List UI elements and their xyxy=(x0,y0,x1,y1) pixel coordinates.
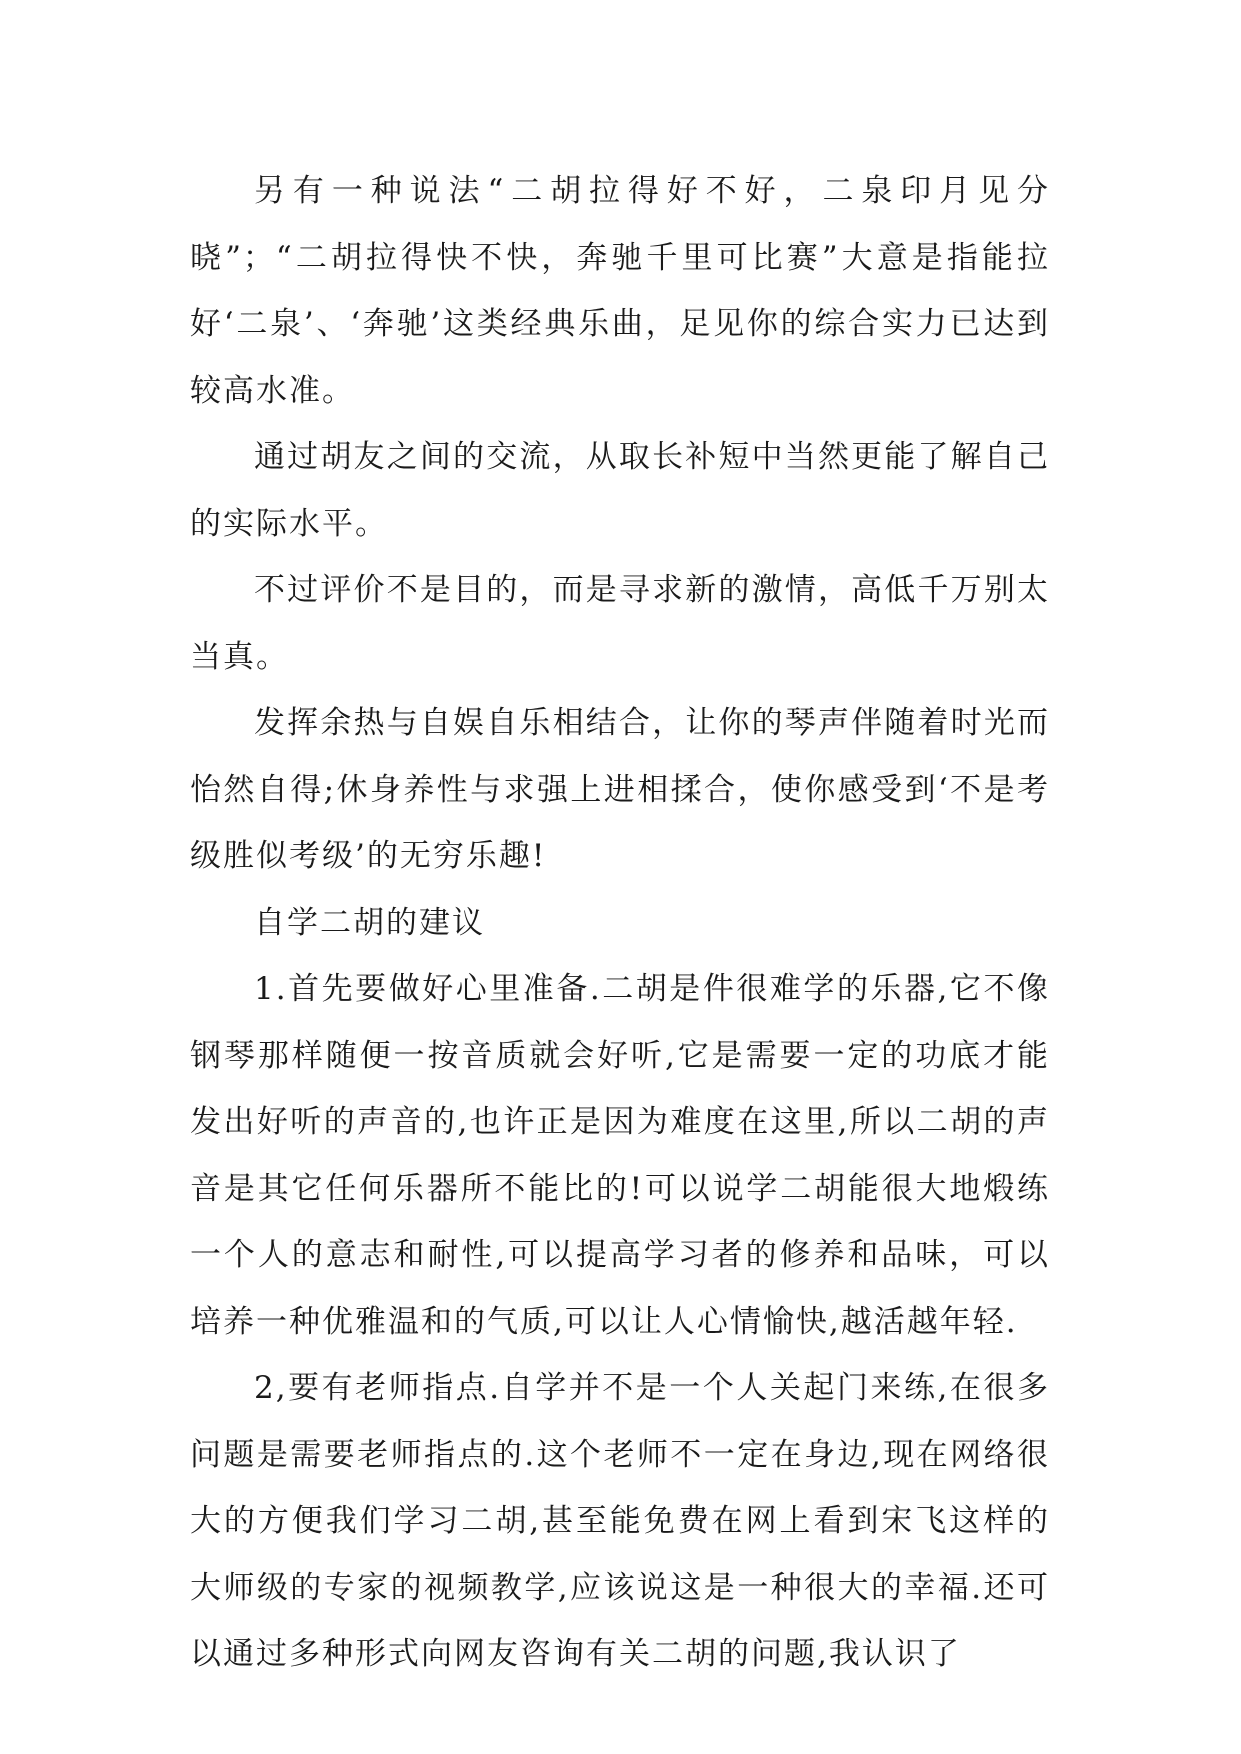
paragraph: 1.首先要做好心里准备.二胡是件很难学的乐器,它不像钢琴那样随便一按音质就会好听,它是需要一定的功底才能发出好听的声音的,也许正是因为难度在这里,所以二胡的声音是其它任何乐器所不能比的!可以说学二胡能很大地煅练一个人的意志和耐性,可以提高学习者的修养和品味，可以培养一种优雅温和的气质,可以让人心情愉快,越活越年轻. xyxy=(190,971,1050,1340)
document-body xyxy=(190,158,1050,1688)
paragraph: 不过评价不是目的，而是寻求新的激情，高低千万别太当真。 xyxy=(190,572,1050,675)
paragraph: 通过胡友之间的交流，从取长补短中当然更能了解自己的实际水平。 xyxy=(190,439,1050,542)
paragraph: 2,要有老师指点.自学并不是一个人关起门来练,在很多问题是需要老师指点的.这个老师不一定在身边,现在网络很大的方便我们学习二胡,甚至能免费在网上看到宋飞这样的大师级的专家的视频教学,应该说这是一种很大的幸福.还可以通过多种形式向网友咨询有关二胡的问题,我认识了 xyxy=(190,1370,1050,1672)
section-heading: 自学二胡的建议 xyxy=(254,904,485,941)
paragraph: 发挥余热与自娱自乐相结合，让你的琴声伴随着时光而怡然自得;休身养性与求强上进相揉合，使你感受到‘不是考级胜似考级’的无穷乐趣! xyxy=(190,705,1050,874)
paragraph: 另有一种说法“二胡拉得好不好，二泉印月见分晓”；“二胡拉得快不快，奔驰千里可比赛”大意是指能拉好‘二泉’、‘奔驰’这类经典乐曲，足见你的综合实力已达到较高水准。 xyxy=(190,173,1050,409)
